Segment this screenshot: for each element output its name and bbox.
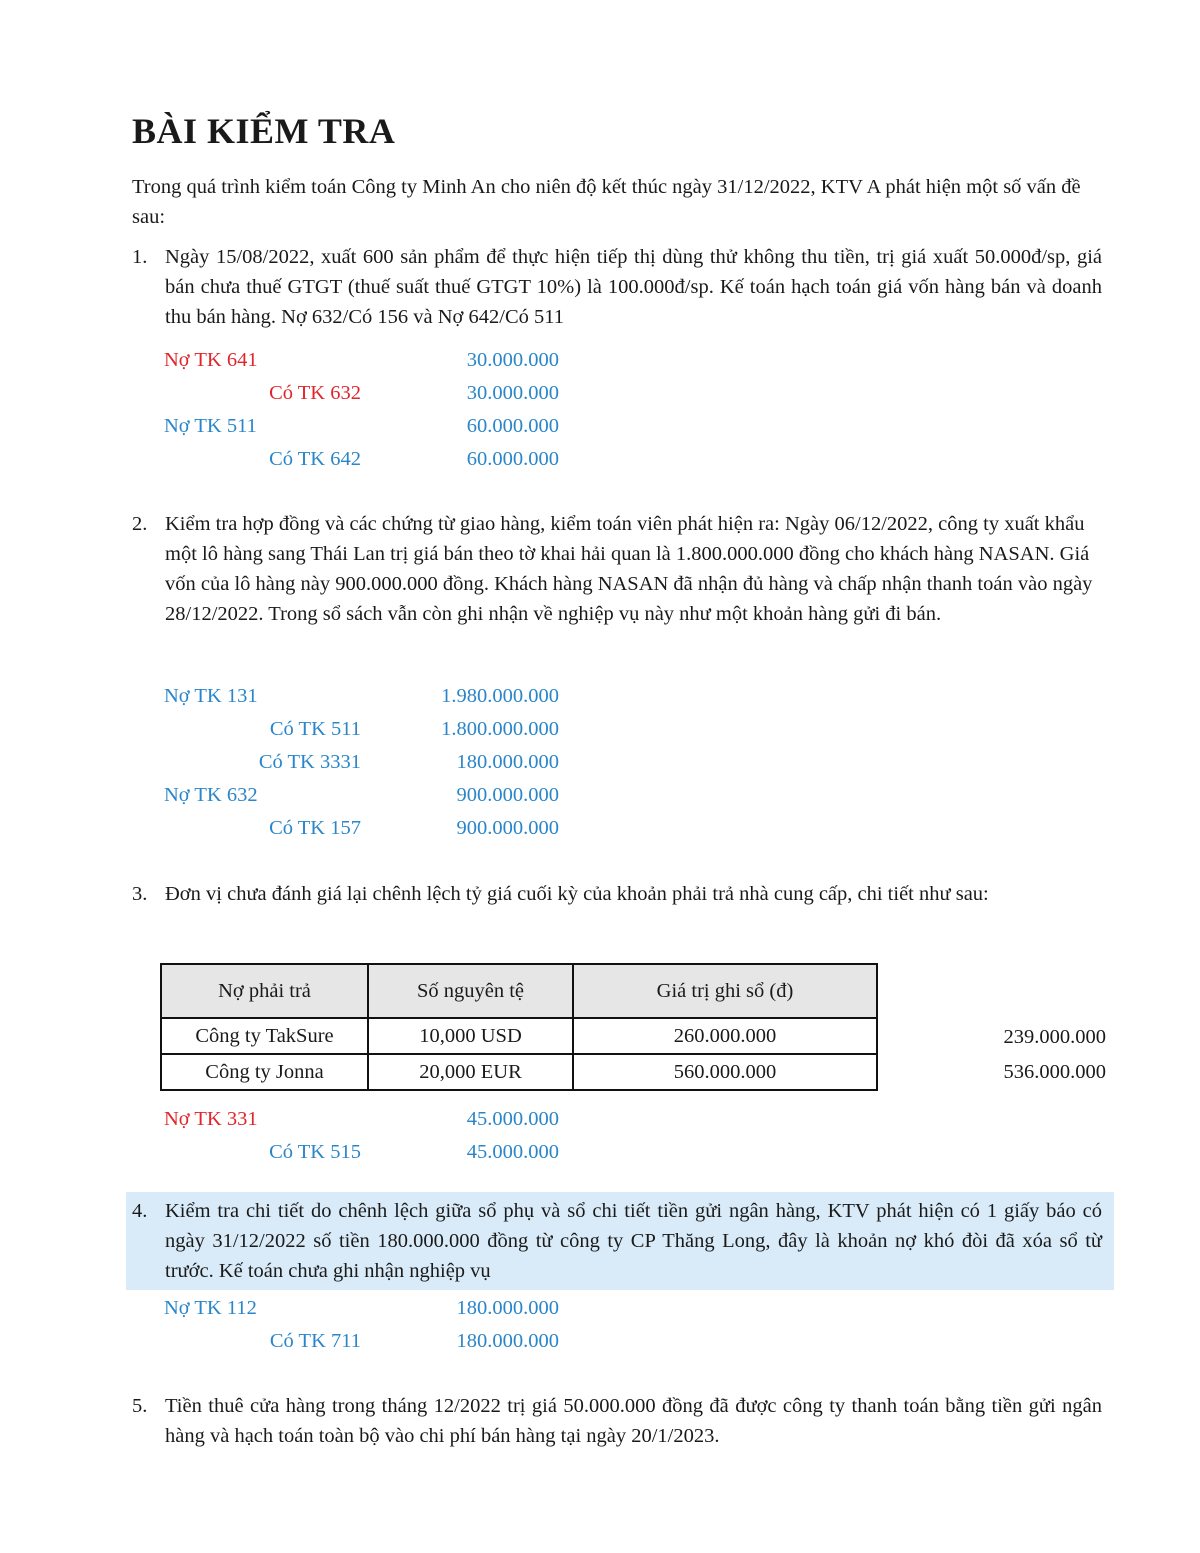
journal-amount: 60.000.000: [466, 415, 559, 437]
column-header: Số nguyên tệ: [368, 964, 573, 1018]
journal-account-credit: Có TK 157: [269, 817, 361, 839]
item-text: Kiểm tra chi tiết do chênh lệch giữa sổ phụ và sổ chi tiết tiền gửi ngân hàng, KTV phát hiện có 1 giấy báo có ngày 31/12/2022 số tiền 180.000.000 đồng từ công ty CP Thăng Long, đây là khoản nợ khó đòi đã xóa sổ từ trước. Kế toán chưa ghi nhận nghiệp vụ: [165, 1200, 1102, 1282]
item-text: Tiền thuê cửa hàng trong tháng 12/2022 trị giá 50.000.000 đồng đã được công ty thanh toán bằng tiền gửi ngân hàng và hạch toán toàn bộ vào chi phí bán hàng tại ngày 20/1/2023.: [165, 1395, 1102, 1447]
journal-amount: 45.000.000: [466, 1108, 559, 1130]
item-number: 1.: [132, 246, 148, 268]
table-cell: Công ty TakSure: [161, 1018, 368, 1054]
item-text: Ngày 15/08/2022, xuất 600 sản phẩm để thực hiện tiếp thị dùng thử không thu tiền, trị giá xuất 50.000đ/sp, giá bán chưa thuế GTGT (thuế suất thuế GTGT 10%) là 100.000đ/sp. Kế toán hạch toán giá vốn hàng bán và doanh thu bán hàng. Nợ 632/Có 156 và Nợ 642/Có 511: [165, 246, 1102, 328]
journal-account-debit: Nợ TK 511: [164, 415, 257, 437]
item-number: 5.: [132, 1395, 148, 1417]
question-item-3: [132, 879, 1102, 909]
journal-account-debit: Nợ TK 632: [164, 784, 258, 806]
journal-amount: 180.000.000: [456, 1330, 559, 1352]
journal-account-credit: Có TK 515: [269, 1141, 361, 1163]
question-item-2: [132, 509, 1102, 629]
table-cell: 10,000 USD: [368, 1018, 573, 1054]
journal-account-credit: Có TK 511: [269, 718, 361, 740]
revalued-amount: 536.000.000: [1003, 1061, 1106, 1083]
table-cell: 260.000.000: [573, 1018, 877, 1054]
item-text: Đơn vị chưa đánh giá lại chênh lệch tỷ giá cuối kỳ của khoản phải trả nhà cung cấp, chi tiết như sau:: [165, 883, 989, 905]
journal-amount: 180.000.000: [456, 1297, 559, 1319]
item-number: 4.: [132, 1200, 148, 1222]
journal-amount: 1.800.000.000: [441, 718, 559, 740]
journal-account-credit: Có TK 3331: [258, 751, 361, 773]
journal-amount: 30.000.000: [466, 382, 559, 404]
journal-amount: 30.000.000: [466, 349, 559, 371]
journal-amount: 45.000.000: [466, 1141, 559, 1163]
journal-amount: 60.000.000: [466, 448, 559, 470]
table-row: [161, 1054, 877, 1090]
table-cell: 20,000 EUR: [368, 1054, 573, 1090]
document-title: BÀI KIỂM TRA: [132, 111, 396, 151]
question-item-4: [132, 1196, 1102, 1286]
column-header: Giá trị ghi sổ (đ): [573, 964, 877, 1018]
journal-account-credit: Có TK 711: [269, 1330, 361, 1352]
journal-amount: 900.000.000: [456, 817, 559, 839]
revalued-amount: 239.000.000: [1003, 1026, 1106, 1048]
journal-account-debit: Nợ TK 131: [164, 685, 258, 707]
item-text: Kiểm tra hợp đồng và các chứng từ giao hàng, kiểm toán viên phát hiện ra: Ngày 06/12/2022, công ty xuất khẩu một lô hàng sang Thái Lan trị giá bán theo tờ khai hải quan là 1.800.000.000 đồng cho khách hàng NASAN. Giá vốn của lô hàng này 900.000.000 đồng. Khách hàng NASAN đã nhận đủ hàng và chấp nhận thanh toán vào ngày 28/12/2022. Trong sổ sách vẫn còn ghi nhận về nghiệp vụ này như một khoản hàng gửi đi bán.: [165, 513, 1093, 625]
journal-amount: 900.000.000: [456, 784, 559, 806]
table-cell: Công ty Jonna: [161, 1054, 368, 1090]
journal-account-credit: Có TK 642: [269, 448, 361, 470]
journal-account-debit: Nợ TK 641: [164, 349, 258, 371]
table-cell: 560.000.000: [573, 1054, 877, 1090]
journal-account-debit: Nợ TK 112: [164, 1297, 257, 1319]
question-item-1: [132, 242, 1102, 332]
item-number: 3.: [132, 883, 148, 905]
table-header-row: [161, 964, 877, 1018]
column-header: Nợ phải trả: [161, 964, 368, 1018]
journal-amount: 180.000.000: [456, 751, 559, 773]
journal-account-credit: Có TK 632: [269, 382, 361, 404]
item-number: 2.: [132, 513, 148, 535]
journal-account-debit: Nợ TK 331: [164, 1108, 258, 1130]
payables-table: [160, 963, 878, 1091]
question-item-5: [132, 1391, 1102, 1451]
journal-amount: 1.980.000.000: [441, 685, 559, 707]
table-row: [161, 1018, 877, 1054]
intro-paragraph: Trong quá trình kiểm toán Công ty Minh An cho niên độ kết thúc ngày 31/12/2022, KTV A phát hiện một số vấn đề sau:: [132, 176, 1081, 228]
